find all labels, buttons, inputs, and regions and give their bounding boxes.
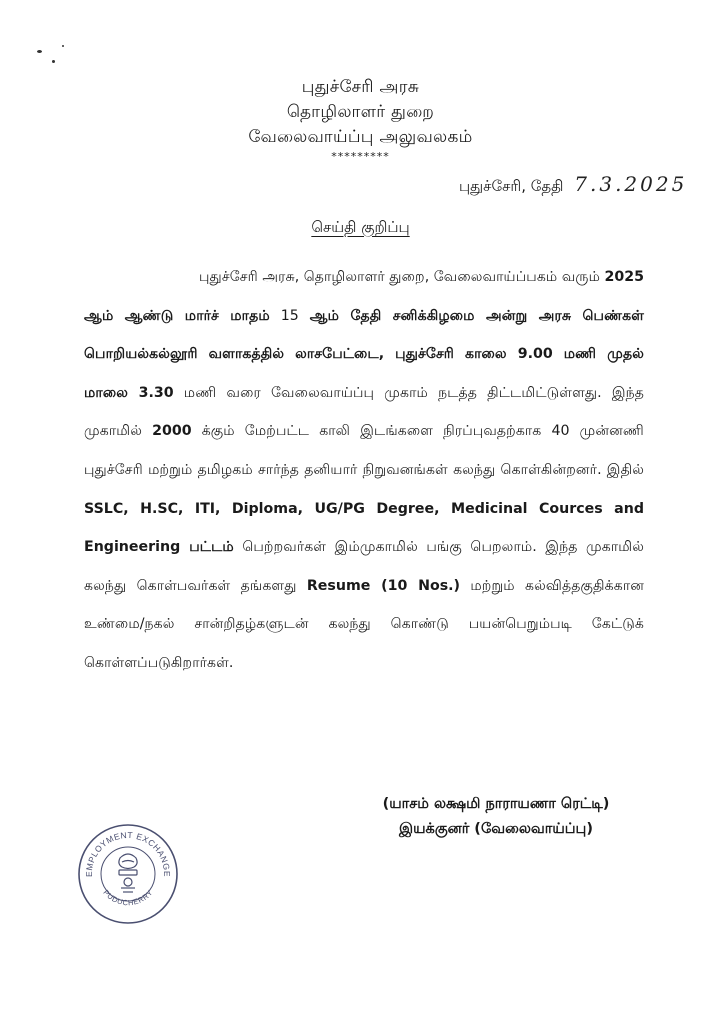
body-text-segment: 15 [269, 307, 310, 324]
letterhead [0, 75, 721, 150]
body-text-segment: புதுச்சேரி அரசு, தொழிலாளர் துறை, வேலைவாய்ப்பகம் வரும் [199, 269, 605, 285]
seal-top-text: EMPLOYMENT EXCHANGE [83, 829, 173, 878]
body-text-segment: பெற்றவர்கள் இம்முகாமில் பங்கு பெறலாம். இந்த முகாமில் கலந்து கொள்பவர்கள் தங்களது [84, 539, 644, 594]
seal-bottom-text: PUDUCHERRY [101, 887, 155, 908]
employment-exchange-seal [76, 822, 180, 926]
place-label: புதுச்சேரி, தேதி [459, 177, 564, 195]
body-text-segment: மற்றும் கல்வித்தகுதிக்கான உண்மை/நகல் சான்றிதழ்களுடன் கலந்து கொண்டு பயன்பெறும்படி கேட்டுக் கொள்ளப்படுகிறார்கள். [84, 577, 644, 671]
scan-speck [52, 60, 55, 63]
separator-stars: ********* [331, 150, 390, 163]
body-text-segment: க்கும் மேற்பட்ட காலி இடங்களை நிரப்புவதற்காக 40 முன்னணி புதுச்சேரி மற்றும் தமிழகம் சார்ந்த தனியார் நிறுவனங்கள் கலந்து கொள்கின்றனர். இதில் [84, 423, 644, 478]
lion-emblem-icon [119, 854, 137, 892]
letterhead-office: வேலைவாய்ப்பு அலுவலகம் [248, 127, 473, 147]
body-paragraph [84, 258, 644, 683]
body-text-segment: மணி வரை வேலைவாய்ப்பு முகாம் நடத்த திட்டமிட்டுள்ளது. இந்த முகாமில் [84, 384, 644, 440]
body-bold-segment: Resume (10 Nos.) [306, 577, 461, 594]
handwritten-date: 7.3.2025 [574, 172, 688, 196]
body-bold-segment: 2025 ஆம் ஆண்டு மார்ச் மாதம் [84, 269, 644, 324]
letterhead-department: தொழிலாளர் துறை [286, 102, 435, 122]
signature-block [336, 792, 656, 842]
scan-speck [62, 45, 64, 47]
scan-speck [37, 50, 42, 53]
body-bold-segment: SSLC, H.SC, ITI, Diploma, UG/PG Degree, Medicinal Cources and Engineering பட்டம் [84, 500, 644, 556]
body-bold-segment: ஆம் தேதி சனிக்கிழமை அன்று அரசு பெண்கள் பொறியல்கல்லூரி வளாகத்தில் லாசபேட்டை, புதுச்சேரி காலை 9.00 மணி முதல் மாலை 3.30 [84, 307, 645, 401]
letterhead-government: புதுச்சேரி அரசு [301, 77, 420, 97]
press-release-body [84, 258, 644, 683]
signatory-name: (யாசம் லக்ஷமி நாராயணா ரெட்டி) [382, 796, 610, 812]
place-date [459, 172, 687, 197]
press-release-heading [0, 218, 721, 238]
body-bold-segment: 2000 [152, 423, 192, 440]
press-release-title: செய்தி குறிப்பு [311, 218, 410, 236]
signatory-title: இயக்குனர் (வேலைவாய்ப்பு) [399, 821, 593, 837]
